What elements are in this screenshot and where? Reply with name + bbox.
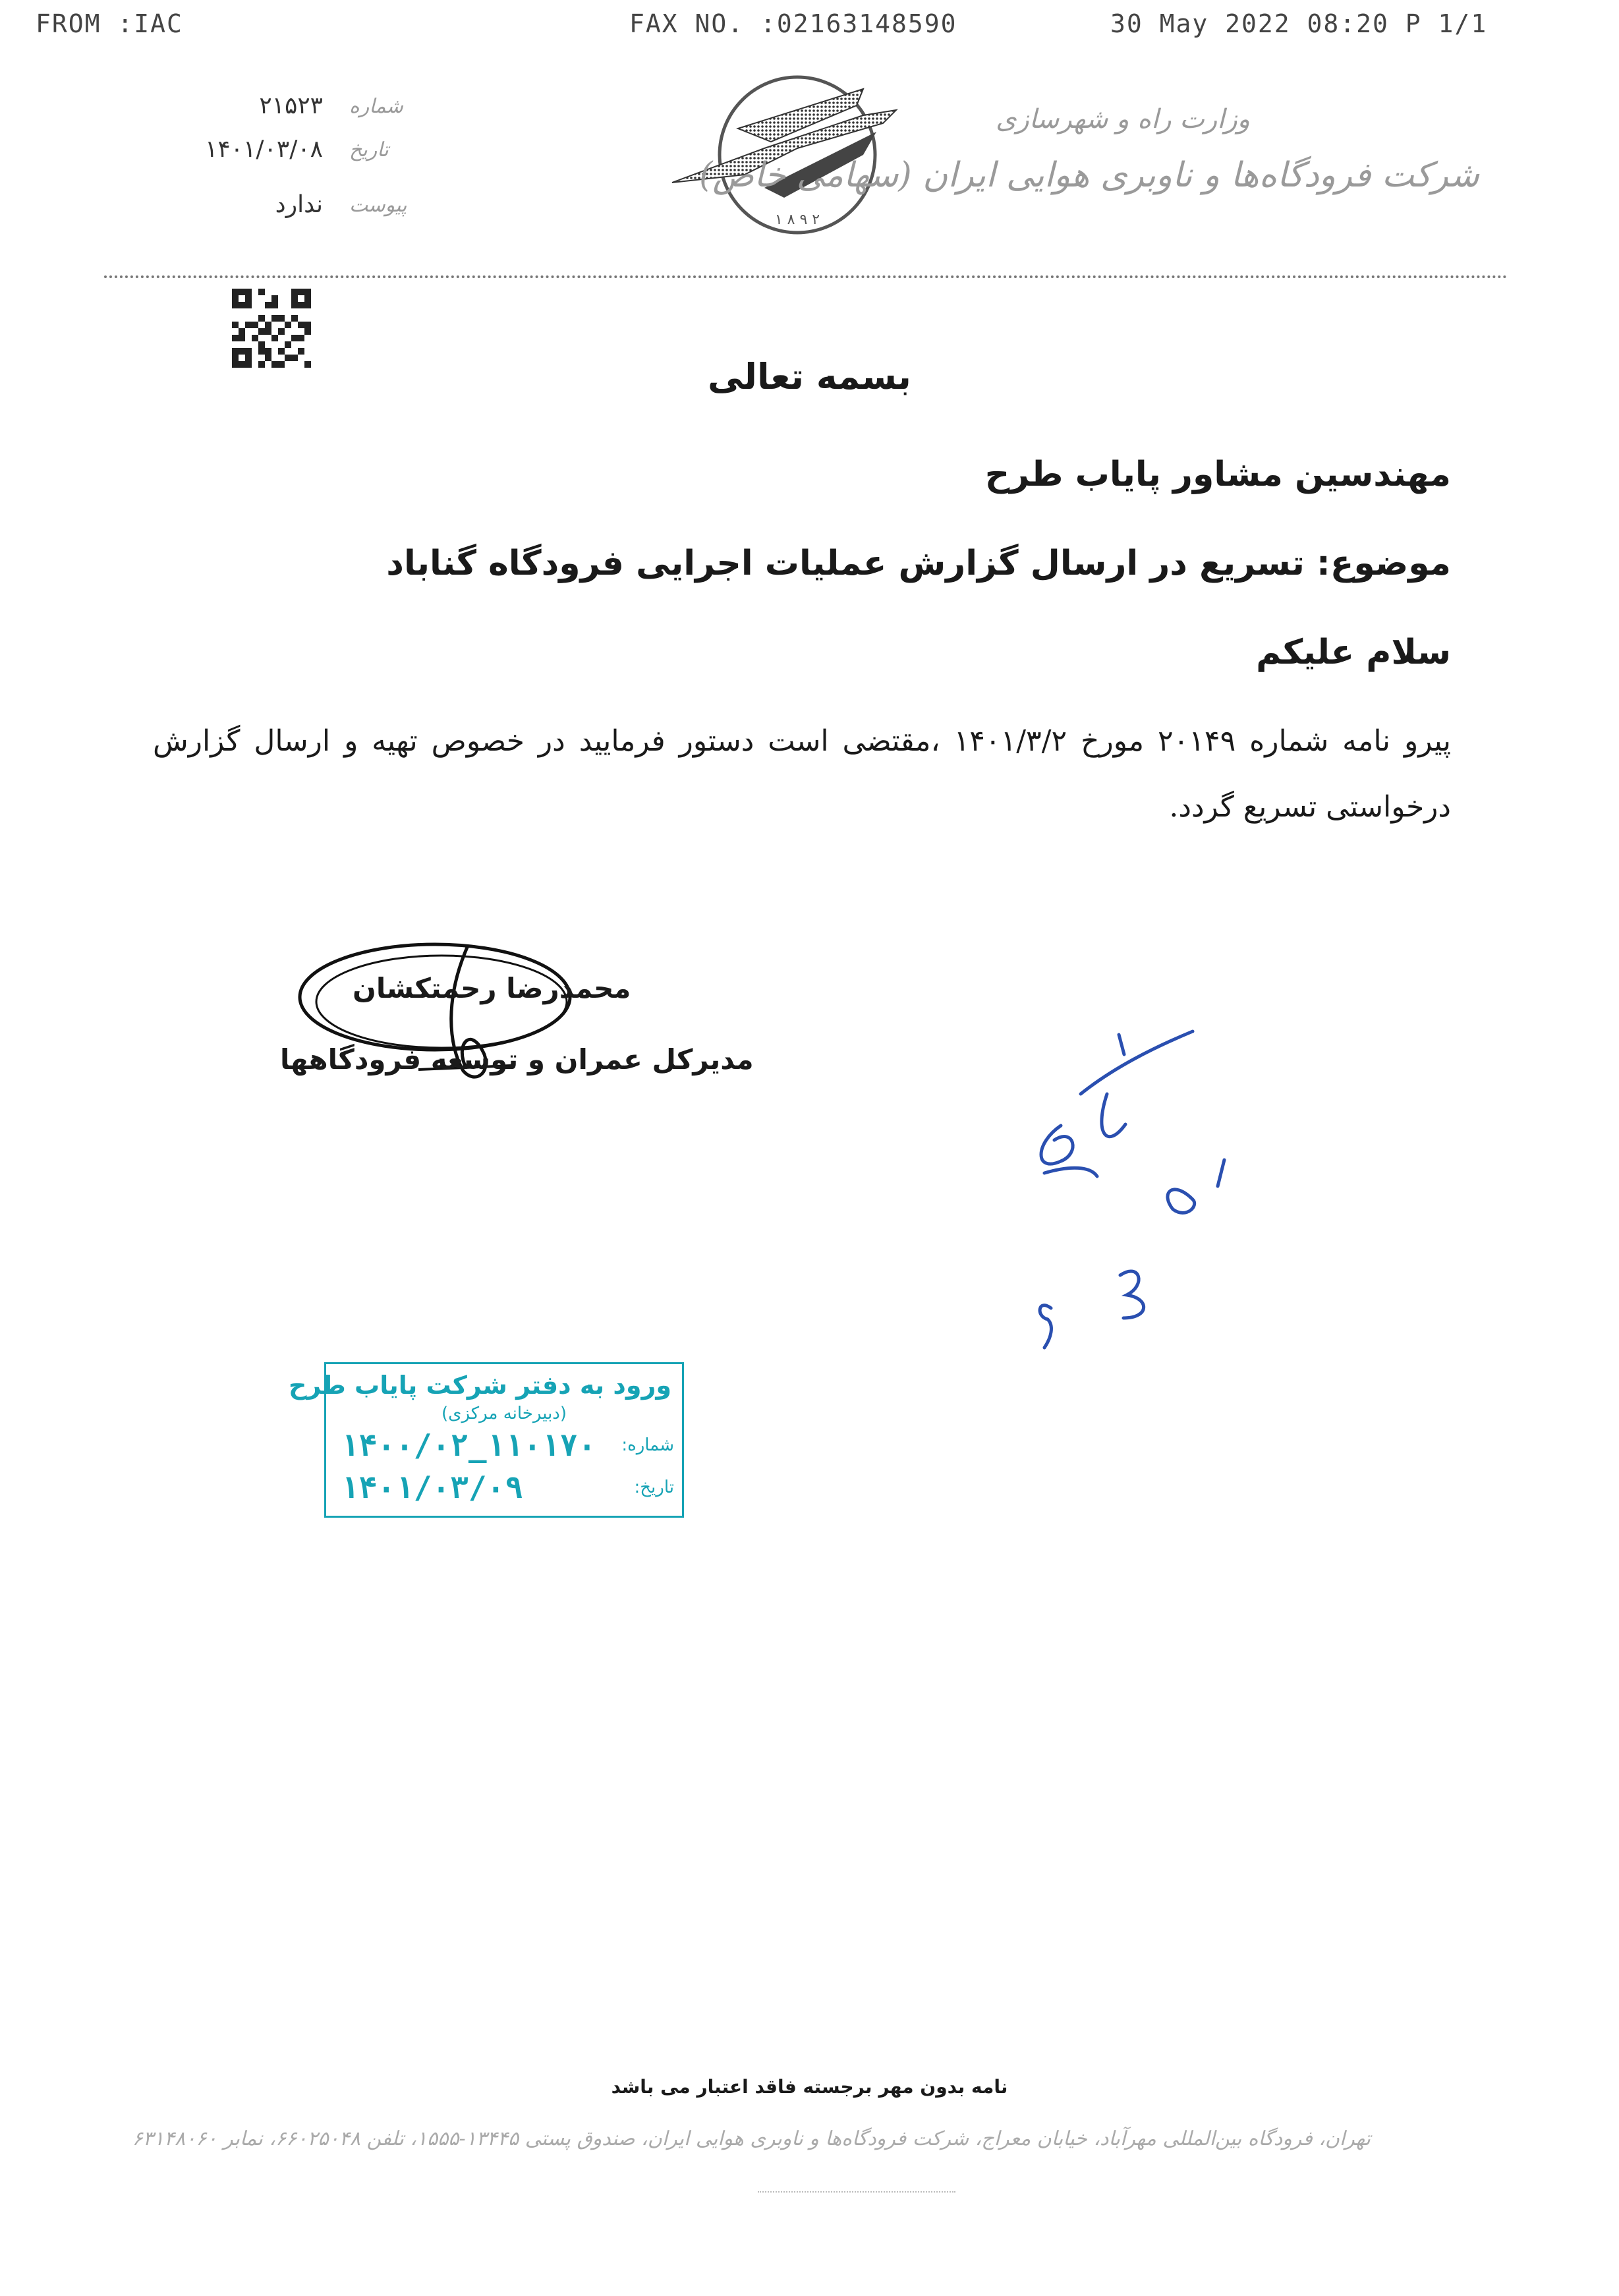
letter-date-label: تاریخ	[349, 138, 389, 161]
bismillah-heading: بسمه تعالی	[708, 356, 911, 397]
letter-number: ۲۱۵۲۳	[259, 92, 323, 119]
letter-attachment-label: پیوست	[349, 194, 407, 217]
stamp-title: ورود به دفتر شرکت پایاب طرح	[288, 1371, 671, 1400]
footer-validity-note: نامه بدون مهر برجسته فاقد اعتبار می باشد	[611, 2076, 1008, 2098]
company-name: شرکت فرودگاه‌ها و ناوبری هوایی ایران (سهامی خاص)	[699, 156, 1479, 195]
signatory-name: محمدرضا رحمتکشان	[353, 972, 631, 1004]
greeting: سلام علیکم	[1256, 633, 1451, 672]
stamp-number: ۱۴۰۰/۰۲_۱۱۰۱۷۰	[341, 1427, 596, 1463]
receiving-stamp	[288, 1362, 684, 1518]
stamp-subtitle: (دبیرخانه مرکزی)	[441, 1404, 567, 1423]
handwritten-note	[962, 1008, 1278, 1351]
letter-date: ۱۴۰۱/۰۳/۰۸	[205, 136, 323, 163]
ministry-name: وزارت راه و شهرسازی	[996, 104, 1250, 134]
header-separator	[104, 275, 1508, 278]
svg-text:۱ ۸ ۹ ۲: ۱ ۸ ۹ ۲	[774, 212, 820, 228]
signatory-title: مدیرکل عمران و توسعه فرودگاهها	[280, 1043, 754, 1076]
signature-scribble	[293, 919, 610, 1117]
fax-datetime: 30 May 2022 08:20 P 1/1	[1110, 9, 1488, 38]
subject-line: موضوع: تسریع در ارسال گزارش عملیات اجرایی فرودگاه گناباد	[386, 544, 1451, 583]
stamp-date: ۱۴۰۱/۰۳/۰۹	[341, 1470, 523, 1505]
letter-number-label: شماره	[349, 95, 403, 118]
footer-divider	[758, 2191, 955, 2193]
recipient: مهندسین مشاور پایاب طرح	[984, 455, 1451, 494]
fax-number: FAX NO. :02163148590	[629, 9, 957, 38]
stamp-date-label: تاریخ:	[634, 1478, 674, 1497]
fax-from: FROM :IAC	[36, 9, 183, 38]
body-paragraph: پیرو نامه شماره ۲۰۱۴۹ مورخ ۱۴۰۱/۳/۲ ،مقتضی است دستور فرمایید در خصوص تهیه و ارسال گزارش درخواستی تسریع گردد.	[153, 724, 1451, 824]
stamp-number-label: شماره:	[621, 1435, 674, 1455]
footer-address: تهران، فرودگاه بین‌المللی مهرآباد، خیابان معراج، شرکت فرودگاه‌ها و ناوبری هوایی ایران، صندوق پستی ۱۳۴۴۵-۱۵۵۵، تلفن ۶۶۰۲۵۰۴۸، نمابر ۶۳۱۴۸۰۶۰	[132, 2127, 1371, 2150]
airports-company-logo-icon	[666, 69, 909, 241]
letter-attachment: ندارد	[275, 191, 323, 218]
